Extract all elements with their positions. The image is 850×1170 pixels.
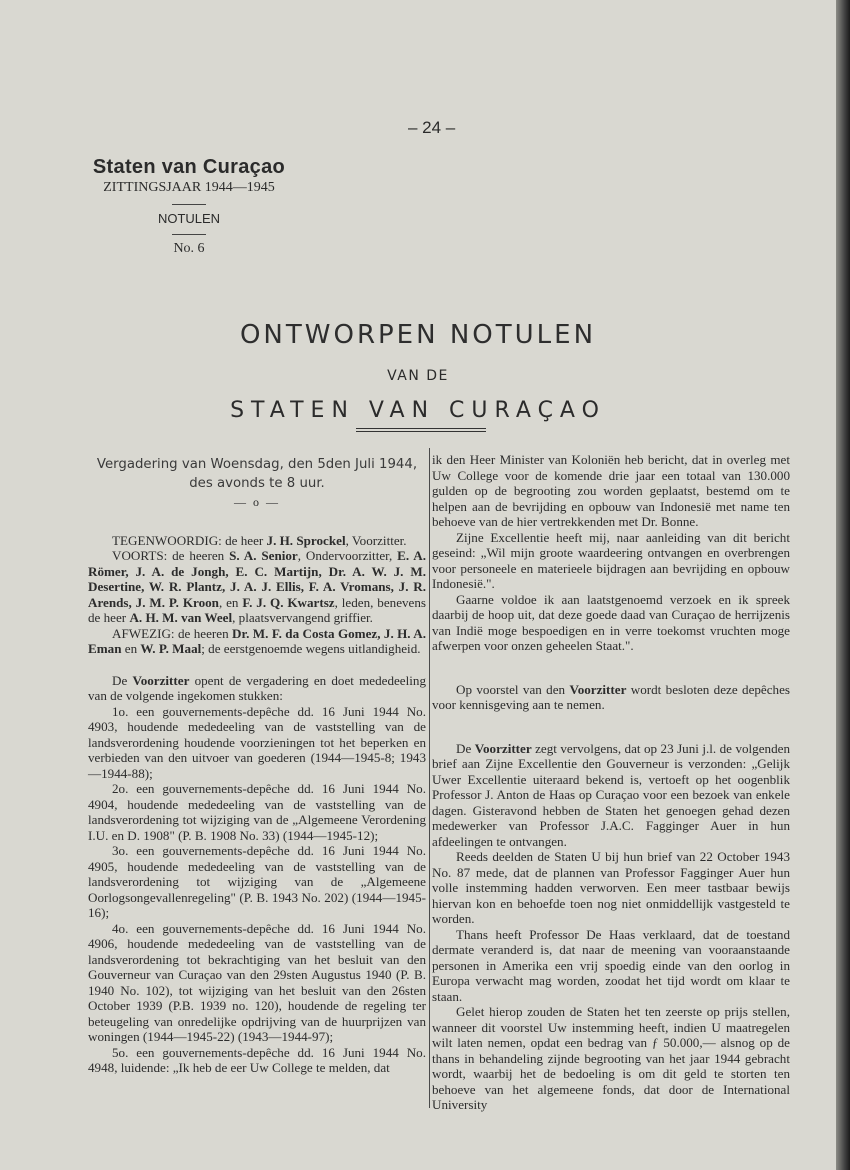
paragraph: ik den Heer Minister van Koloniën heb bericht, dat in overleg met Uw College voor de komende drie jaar een totaal van 130.000 gulden op de begrooting zou worden geplaatst, bestemd om te helpen aan de bevrijding en opbouw van Indonesië met name ten behoeve van de hier vertrekkenden met Dr. Bonne. [432,452,790,529]
attendance-absent: AFWEZIG: de heeren Dr. M. F. da Costa Gomez, J. H. A. Eman en W. P. Maal; de eerstgenoemde wegens uitlandigheid. [88,625,426,656]
attendance-present: TEGENWOORDIG: de heer J. H. Sprockel, Voorzitter. [112,532,407,548]
paragraph: 1o. een gouvernements-depêche dd. 16 Juni 1944 No. 4903, houdende mededeeling van de vaststelling van de landsverordening houdende voorzieningen tot het beperken en verbieden van den uitvoer van goederen (1944—1945-8; 1943—1944-88); [88,703,426,781]
masthead-rule [172,204,206,205]
right-column [432,452,790,1113]
page-number: – 24 – [408,118,456,137]
paragraph: 3o. een gouvernements-depêche dd. 16 Juni 1944 No. 4905, houdende mededeeling van de vaststelling van de landsverordening tot wijziging van de „Algemeene Oorlogsongevallenregeling" (P. B. 1943 No. 202) (1944—1945-16); [88,843,426,920]
attendance-others: VOORTS: de heeren S. A. Senior, Ondervoorzitter, E. A. Römer, J. A. de Jongh, E. C. Martijn, Dr. A. W. J. M. Desertine, W. R. Plantz, J. A. J. Ellis, F. A. Vromans, J. R. Arends, J. M. P. Kroon, en F. J. Q. Kwartsz, leden, benevens de heer A. H. M. van Weel, plaatsvervangend griffier. [88,548,427,625]
title-underline [356,428,486,429]
issue-number: No. 6 [173,241,205,256]
left-column [88,455,426,1076]
spacer [432,654,790,682]
paragraph: 5o. een gouvernements-depêche dd. 16 Juni 1944 No. 4948, luidende: „Ik heb de eer Uw College te melden, dat [88,1044,426,1075]
spacer [432,713,790,741]
notulen-label: NOTULEN [157,211,221,226]
paragraph: De Voorzitter opent de vergadering en doet mededeeling van de volgende ingekomen stukken: [88,672,426,703]
spacer [88,657,426,673]
main-title: ONTWORPEN NOTULEN [239,320,597,350]
paragraph: De Voorzitter zegt vervolgens, dat op 23 Juni j.l. de volgenden brief aan Zijne Excellentie den Gouverneur is verzonden: „Gelijk Uwer Excellentie uiteraard bekend is, vertoeft op het oogenblik Professor J. Anton de Haas op Curaçao voor een bezoek van enkele dagen. Gisteravond hebben de Staten het genoegen gehad dezen medewerker van Professor J.A.C. Fagginger Auer in hun afdeelingen te ontvangen. [432,740,790,849]
paragraph: Gaarne voldoe ik aan laatstgenoemd verzoek en ik spreek daarbij de hoop uit, dat deze goede daad van Curaçao de herrijzenis van Indië moge bespoedigen en in verre toekomst vruchten moge afwerpen voor onzen geheelen Staat.". [432,591,790,653]
paragraph: Op voorstel van den Voorzitter wordt besloten deze depêches voor kennisgeving aan te nemen. [432,681,790,712]
column-divider [429,448,430,1108]
paragraph: Zijne Excellentie heeft mij, naar aanleiding van dit bericht geseind: „Wil mijn groote waardeering ontvangen en overbrengen voor personeele en materieele bijdragen aan bevrijding en opbouw Indonesië.". [432,529,790,591]
session-year: ZITTINGSJAAR 1944—1945 [103,180,275,195]
page-edge [836,0,850,1170]
paragraph: Thans heeft Professor De Haas verklaard, dat de toestand dermate veranderd is, dat naar de meening van vooraanstaande personen in Amerika een vrij spoedig einde van den oorlog in Europa verwacht mag worden, zoodat het tijd wordt om klaar te staan. [432,926,790,1004]
paragraph: 4o. een gouvernements-depêche dd. 16 Juni 1944 No. 4906, houdende mededeeling van de vaststelling van de landsverordening tot bekrachtiging van het besluit van den Gouverneur van Curaçao van den 29sten Augustus 1940 (P. B. 1940 No. 102), tot wijziging van het besluit van den 26sten October 1939 (P.B. 1939 no. 120), houdende de regeling ter beteugeling van onredelijke opdrijving van de huurprijzen van woningen (1944—1945-22) (1943—1944-97); [88,920,426,1044]
meeting-heading [88,455,426,493]
title-van-de: VAN DE [387,368,449,384]
title-staten: STATEN VAN CURAÇAO [230,398,606,423]
separator: — o — [234,495,280,509]
meeting-line: Vergadering van Woensdag, den 5den Juli 1944, [96,457,418,472]
masthead-rule [172,234,206,235]
org-name: Staten van Curaçao [92,156,286,178]
paragraph: 2o. een gouvernements-depêche dd. 16 Juni 1944 No. 4904, houdende mededeeling van de vaststelling van de landsverordening tot wijziging van de „Algemeene Verordening I.U. en D. 1908" (P. B. 1908 No. 33) (1944—1945-12); [88,781,426,843]
paragraph: Gelet hierop zouden de Staten het ten zeerste op prijs stellen, wanneer dit voorstel Uw instemming heeft, indien U maatregelen wilt laten nemen, opdat een bedrag van ƒ 50.000,— alsnog op de thans in behandeling zijnde begrooting van het jaar 1944 gebracht wordt, waarbij het de bedoeling is om dit geld te storten ten behoeve van het algemeene fonds, dat door de International University [432,1004,790,1112]
masthead [78,156,300,257]
meeting-line: des avonds te 8 uur. [189,476,325,491]
title-underline [356,431,486,432]
paragraph: Reeds deelden de Staten U bij hun brief van 22 October 1943 No. 87 mede, dat de plannen van Professor Fagginger Auer hun volle instemming hadden verworven. Een meer tastbaar bewijs hiervan kon en behoefde toen nog niet onmiddellijk vastgesteld te worden. [432,849,790,926]
